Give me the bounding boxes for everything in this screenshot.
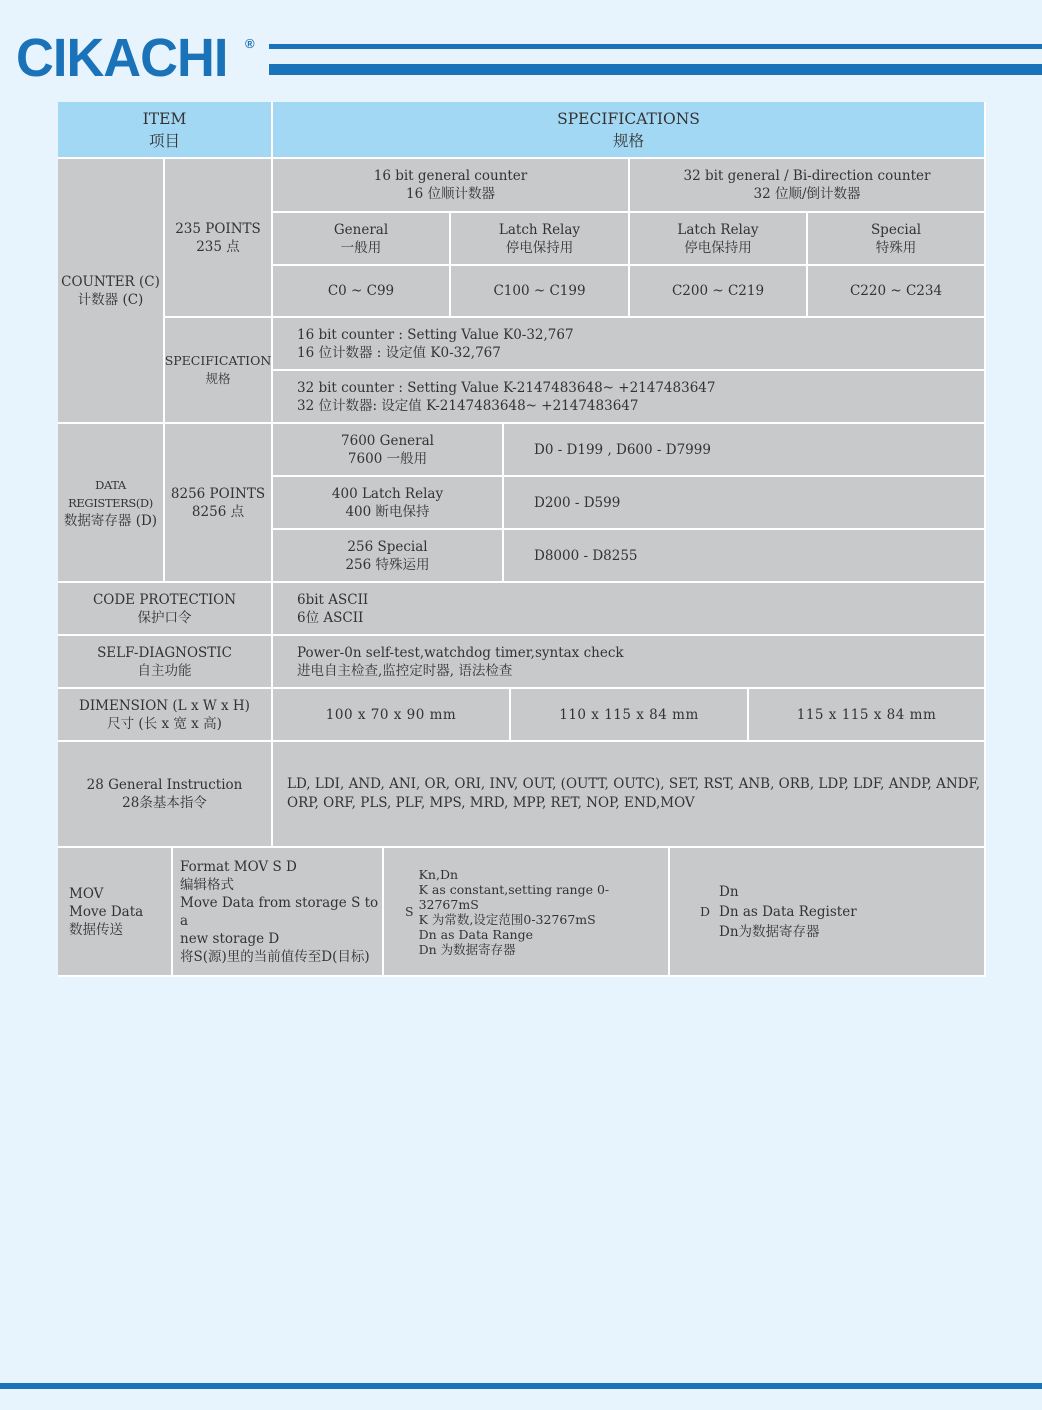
mov-s-label: S [405, 903, 414, 919]
counter-points-cn: 235 点 [196, 238, 240, 255]
mov-label [58, 848, 173, 977]
sd-value-en: Power-0n self-test,watchdog timer,syntax check [297, 644, 624, 661]
mov-name-3: 数据传送 [69, 921, 123, 938]
header-spec-cn: 规格 [612, 131, 644, 150]
header-rule-thick [269, 64, 1042, 75]
counter-spec-16 [273, 318, 986, 371]
mov-source-text [419, 867, 668, 957]
dimension-label [58, 689, 273, 742]
header-spec-en: SPECIFICATIONS [557, 109, 700, 128]
code-protection-label [58, 583, 273, 636]
dr-type-en: 256 Special [347, 538, 428, 555]
dr-type-general [273, 424, 504, 477]
mov-source [384, 848, 670, 977]
counter-range-latch-16: C100 ~ C199 [451, 266, 630, 318]
spec32-en: 32 bit counter : Setting Value K-2147483648~ +2147483647 [297, 379, 716, 396]
counter-type-general [273, 213, 451, 266]
header-item-en: ITEM [142, 109, 187, 128]
mov-format-3: Move Data from storage S to a [180, 894, 379, 929]
dr-type-en: 7600 General [341, 432, 434, 449]
header-specifications [273, 102, 986, 159]
dr-name-en: DATA REGISTERS(D) [68, 477, 153, 510]
type-en: Latch Relay [677, 221, 759, 238]
sd-en: SELF-DIAGNOSTIC [97, 644, 232, 661]
type-cn: 停电保持用 [505, 239, 574, 256]
header-rule-thin [269, 44, 1042, 49]
type-en: Special [870, 221, 922, 238]
counter-type-special [808, 213, 986, 266]
counter-16bit-header [273, 159, 630, 213]
sd-value-cn: 进电自主检查,监控定时器, 语法检查 [297, 662, 513, 679]
spec32-cn: 32 位计数器: 设定值 K-2147483648~ +2147483647 [297, 397, 639, 414]
mov-format-2: 编辑格式 [180, 876, 234, 893]
dim-en: DIMENSION (L x W x H) [79, 697, 250, 714]
sd-cn: 自主功能 [137, 662, 192, 679]
counter-points-en: 235 POINTS [175, 220, 261, 237]
mov-d-2: Dn as Data Register [719, 903, 857, 920]
header-item [58, 102, 273, 159]
mov-destination-text [719, 882, 857, 942]
mov-format [173, 848, 384, 977]
type-en: General [333, 221, 389, 238]
counter-label [58, 159, 165, 424]
counter-spec-32 [273, 371, 986, 424]
dim-cn: 尺寸 (长 x 宽 x 高) [107, 715, 222, 732]
dr-type-cn: 256 特殊运用 [345, 556, 430, 573]
c16-en: 16 bit general counter [373, 168, 528, 184]
counter-points [165, 159, 273, 318]
counter-spec-label [165, 318, 273, 424]
cp-en: CODE PROTECTION [92, 591, 237, 608]
registered-mark: ® [245, 36, 255, 51]
type-cn: 一般用 [340, 239, 382, 256]
instr-line-2: ORP, ORF, PLS, PLF, MPS, MRD, MPP, RET, NOP, END,MOV [287, 795, 695, 811]
mov-name-2: Move Data [69, 903, 144, 920]
cp-value-en: 6bit ASCII [297, 591, 369, 608]
spec-en: SPECIFICATION [164, 353, 272, 368]
instr-cn: 28条基本指令 [122, 795, 207, 811]
mov-format-4: new storage D [180, 930, 280, 947]
mov-s-2: K as constant,setting range 0-32767mS [418, 881, 610, 912]
self-diagnostic-value [273, 636, 986, 689]
dimension-value-3: 115 x 115 x 84 mm [749, 689, 986, 742]
counter-type-latch-16 [451, 213, 630, 266]
counter-name-en: COUNTER (C) [61, 273, 160, 290]
spec16-en: 16 bit counter : Setting Value K0-32,767 [297, 326, 574, 343]
dr-type-cn: 400 断电保持 [345, 503, 430, 520]
c16-cn: 16 位顺计数器 [406, 186, 495, 202]
counter-name-cn: 计数器 (C) [77, 291, 144, 308]
spec-cn: 规格 [205, 371, 231, 386]
c32-en: 32 bit general / Bi-direction counter [683, 168, 931, 184]
instr-en: 28 General Instruction [86, 777, 243, 793]
mov-d-label: D [700, 903, 711, 919]
cikachi-logo: CIKACHI [16, 28, 228, 88]
header-item-cn: 项目 [148, 131, 180, 150]
type-en: Latch Relay [498, 221, 581, 238]
cp-cn: 保护口令 [137, 609, 192, 626]
instr-line-1: LD, LDI, AND, ANI, OR, ORI, INV, OUT, (OUTT, OUTC), SET, RST, ANB, ORB, LDP, LDF, ANDP, ANDF, [287, 776, 981, 792]
dr-name-cn: 数据寄存器 (D) [63, 512, 158, 529]
mov-s-3: K 为常数,设定范围0-32767mS [418, 911, 596, 927]
counter-range-latch-32: C200 ~ C219 [630, 266, 808, 318]
mov-s-1: Kn,Dn [418, 866, 459, 882]
type-cn: 停电保持用 [684, 239, 752, 256]
counter-type-latch-32 [630, 213, 808, 266]
dr-points-en: 8256 POINTS [170, 485, 266, 502]
dr-range-special: D8000 - D8255 [504, 530, 986, 583]
dr-type-cn: 7600 一般用 [347, 450, 428, 467]
instructions-label [58, 742, 273, 848]
mov-s-4: Dn as Data Range [418, 926, 533, 942]
mov-d-3: Dn为数据寄存器 [719, 923, 820, 940]
dr-range-latch: D200 - D599 [504, 477, 986, 530]
mov-format-5: 将S(源)里的当前值传至D(目标) [180, 948, 370, 965]
dr-type-special [273, 530, 504, 583]
c32-cn: 32 位顺/倒计数器 [753, 186, 861, 202]
mov-format-1: Format MOV S D [180, 858, 297, 875]
counter-range-special: C220 ~ C234 [808, 266, 986, 318]
mov-destination [670, 848, 986, 977]
mov-s-5: Dn 为数据寄存器 [418, 941, 516, 957]
dimension-value-1: 100 x 70 x 90 mm [273, 689, 511, 742]
instructions-list [273, 742, 986, 848]
spec16-cn: 16 位计数器 : 设定值 K0-32,767 [297, 344, 501, 361]
mov-d-1: Dn [719, 883, 739, 900]
data-registers-points [165, 424, 273, 583]
dr-points-cn: 8256 点 [191, 503, 245, 520]
footer-rule [0, 1383, 1042, 1389]
code-protection-value [273, 583, 986, 636]
dr-type-en: 400 Latch Relay [331, 485, 444, 502]
dr-type-latch [273, 477, 504, 530]
counter-32bit-header [630, 159, 986, 213]
mov-name-1: MOV [69, 885, 104, 902]
data-registers-label [58, 424, 165, 583]
self-diagnostic-label [58, 636, 273, 689]
type-cn: 特殊用 [875, 239, 917, 256]
dr-range-general: D0 - D199 , D600 - D7999 [504, 424, 986, 477]
counter-range-general: C0 ~ C99 [273, 266, 451, 318]
dimension-value-2: 110 x 115 x 84 mm [511, 689, 749, 742]
cp-value-cn: 6位 ASCII [297, 609, 364, 626]
